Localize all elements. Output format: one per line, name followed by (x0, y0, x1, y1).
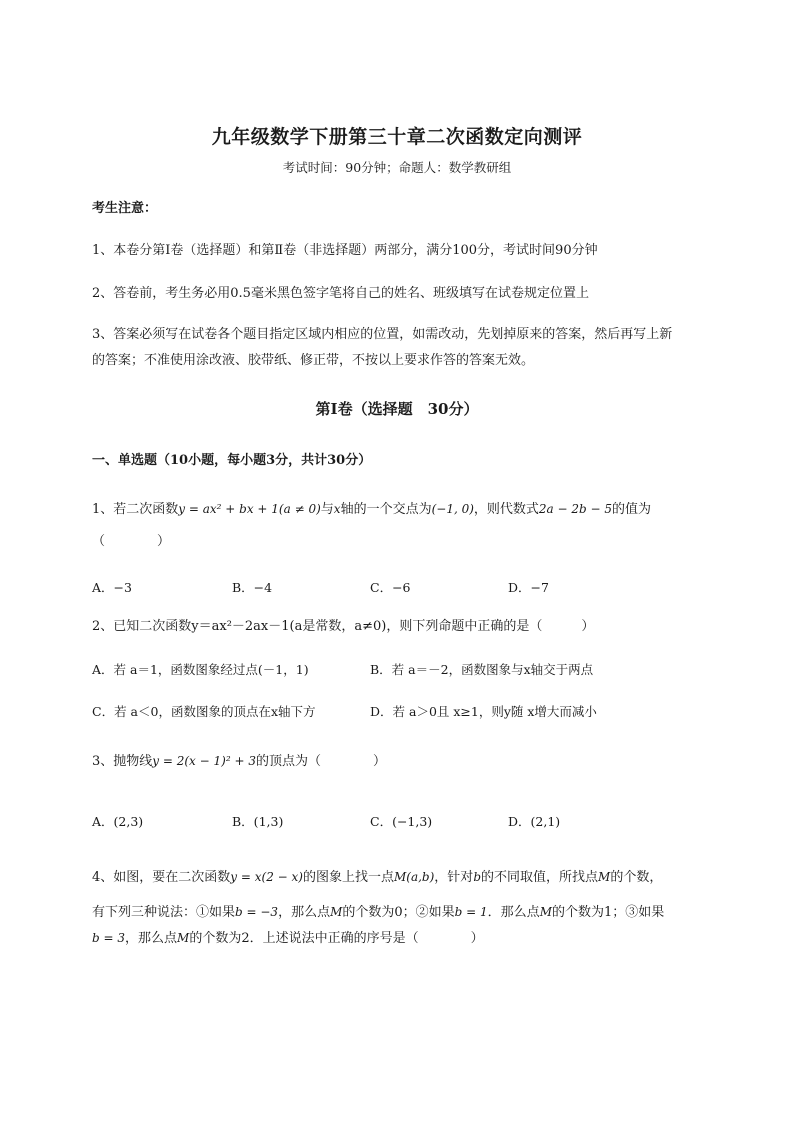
option-a[interactable]: A．若 a＝1，函数图象经过点(－1，1) (92, 662, 309, 677)
option-b[interactable]: B．(1,3) (232, 814, 284, 829)
note-item: 2、答卷前，考生务必用0.5毫米黑色签字笔将自己的姓名、班级填写在试卷规定位置上 (92, 286, 589, 301)
question-text: 的个数， (610, 870, 663, 885)
option-c[interactable]: C．−6 (370, 580, 411, 595)
option-c[interactable]: C．(−1,3) (370, 814, 433, 829)
math-expression: b = −3 (235, 905, 279, 919)
question-text: 与 (320, 502, 334, 517)
page-title: 九年级数学下册第三十章二次函数定向测评 (211, 126, 583, 148)
option-d[interactable]: D．(2,1) (508, 814, 561, 829)
math-expression: (−1, 0) (431, 502, 474, 516)
question-text: 轴的一个交点为 (340, 502, 432, 517)
math-expression: y = 2(x − 1)² + 3 (152, 754, 256, 768)
exam-subtitle: 考试时间：90分钟；命题人：数学教研组 (282, 160, 512, 175)
question-4-line-3 (92, 929, 484, 948)
option-c[interactable]: C．若 a＜0，函数图象的顶点在x轴下方 (92, 704, 316, 719)
math-expression: x (333, 502, 341, 516)
math-expression: y = ax² + bx + 1(a ≠ 0) (178, 502, 321, 516)
note-item: 1、本卷分第I卷（选择题）和第Ⅱ卷（非选择题）两部分，满分100分，考试时间90分钟 (92, 243, 598, 258)
note-item: 3、答案必须写在试卷各个题目指定区域内相应的位置，如需改动，先划掉原来的答案，然后再写上新 (92, 327, 673, 342)
note-item: 的答案；不准使用涂改液、胶带纸、修正带，不按以上要求作答的答案无效。 (92, 353, 535, 368)
option-d[interactable]: D．若 a＞0且 x≥1，则y随 x增大而减小 (370, 704, 597, 719)
question-text: ，针对 (434, 870, 474, 885)
question-4-line-1 (92, 868, 662, 887)
question-text: 1、若二次函数 (92, 502, 179, 517)
math-expression: b = 1 (454, 905, 488, 919)
question-text: ，那么点 (125, 931, 178, 946)
question-1-stem (92, 500, 651, 519)
math-expression: b = 3 (92, 931, 125, 945)
question-text: ，那么点 (278, 905, 331, 920)
question-text: 的图象上找一点 (302, 870, 394, 885)
math-expression: 2a − 2b − 5 (538, 502, 613, 516)
part-heading: 一、单选题（10小题，每小题3分，共计30分） (92, 453, 372, 468)
math-expression: M (177, 931, 190, 945)
question-4-line-2 (92, 903, 664, 922)
option-d[interactable]: D．−7 (508, 580, 549, 595)
math-expression: b (473, 870, 481, 884)
question-text: 的不同取值，所找点 (481, 870, 599, 885)
notes-heading: 考生注意： (92, 201, 158, 216)
option-a[interactable]: A．(2,3) (92, 814, 144, 829)
question-text: 4、如图，要在二次函数 (92, 870, 231, 885)
question-text: ，则代数式 (473, 502, 539, 517)
question-text: 的个数为0；②如果 (342, 905, 455, 920)
math-expression: y = x(2 − x) (230, 870, 303, 884)
math-expression: M (330, 905, 343, 919)
question-text: 3、抛物线 (92, 754, 153, 769)
question-text: 的个数为2．上述说法中正确的序号是（ ） (189, 931, 484, 946)
math-expression: M (539, 905, 552, 919)
section-title: 第I卷（选择题 30分） (315, 400, 479, 418)
question-text: 的值为 (612, 502, 652, 517)
question-text: 有下列三种说法：①如果 (92, 905, 236, 920)
question-text: 的顶点为（ ） (255, 754, 386, 769)
option-b[interactable]: B．−4 (232, 580, 273, 595)
question-text: 的个数为1；③如果 (551, 905, 665, 920)
math-expression: M(a,b) (393, 870, 435, 884)
question-text: ．那么点 (487, 905, 540, 920)
question-3-stem (92, 752, 386, 771)
answer-parenthesis: （ ） (92, 534, 171, 549)
question-2-stem: 2、已知二次函数y＝ax²－2ax－1(a是常数，a≠0)，则下列命题中正确的是（ ） (92, 619, 595, 634)
option-a[interactable]: A．−3 (92, 580, 132, 595)
math-expression: M (598, 870, 611, 884)
option-b[interactable]: B．若 a＝－2，函数图象与x轴交于两点 (370, 662, 594, 677)
